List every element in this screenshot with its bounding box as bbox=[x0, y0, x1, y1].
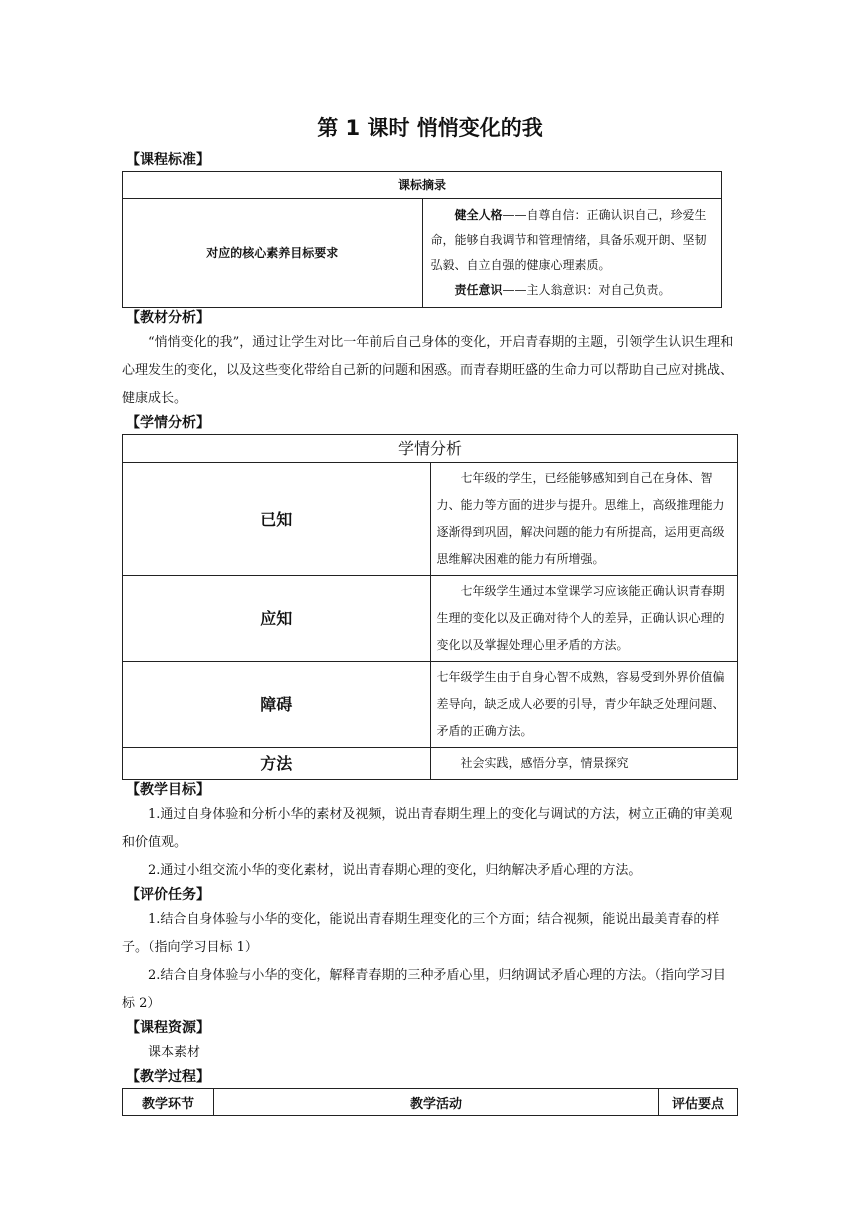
evaluation-item: 2.结合自身体验与小华的变化，解释青春期的三种矛盾心里，归纳调试矛盾心理的方法。（指向学习目标 2） bbox=[122, 968, 726, 1011]
section-heading-course-resources: 【课程资源】 bbox=[126, 1020, 210, 1036]
standard-line-2 bbox=[431, 278, 714, 303]
standard-line-1 bbox=[431, 203, 714, 278]
standard-text: ——自尊自信：正确认识自己，珍爱生命，能够自我调节和管理情绪，具备乐观开朗、坚韧弘毅、自立自强的健康心理素质。 bbox=[430, 208, 707, 272]
table-header: 学情分析 bbox=[123, 435, 738, 463]
row-content: 七年级学生通过本堂课学习应该能正确认识青春期生理的变化以及正确对待个人的差异，正确认识心理的变化以及掌握处理心里矛盾的方法。 bbox=[430, 576, 738, 662]
section-heading-learner-analysis: 【学情分析】 bbox=[126, 415, 210, 431]
teaching-process-table bbox=[122, 1088, 738, 1116]
row-label: 对应的核心素养目标要求 bbox=[123, 199, 423, 308]
learner-analysis-table bbox=[122, 434, 738, 780]
row-content: 七年级的学生，已经能够感知到自己在身体、智力、能力等方面的进步与提升。思维上，高级推理能力逐渐得到巩固，解决问题的能力有所提高，运用更高级思维解决困难的能力有所增强。 bbox=[430, 463, 738, 576]
keyword-bold: 健全人格 bbox=[454, 208, 503, 222]
row-label: 方法 bbox=[123, 748, 431, 780]
row-label: 已知 bbox=[123, 463, 431, 576]
document-page bbox=[122, 110, 738, 1116]
objective-item: 1.通过自身体验和分析小华的素材及视频，说出青春期生理上的变化与调试的方法，树立正确的审美观和价值观。 bbox=[122, 807, 733, 850]
curriculum-standard-table bbox=[122, 171, 722, 308]
column-header: 教学环节 bbox=[123, 1089, 214, 1116]
section-heading-curriculum-standard: 【课程标准】 bbox=[126, 152, 210, 168]
standard-text: ——主人翁意识：对自己负责。 bbox=[502, 283, 671, 297]
section-heading-teaching-process: 【教学过程】 bbox=[126, 1069, 210, 1085]
section-heading-teaching-objectives: 【教学目标】 bbox=[126, 782, 210, 798]
objective-item: 2.通过小组交流小华的变化素材，说出青春期心理的变化，归纳解决矛盾心理的方法。 bbox=[148, 863, 642, 878]
section-heading-textbook-analysis: 【教材分析】 bbox=[126, 310, 210, 326]
standard-content bbox=[422, 199, 722, 308]
resources-text: 课本素材 bbox=[148, 1045, 201, 1060]
table-header: 课标摘录 bbox=[123, 172, 722, 199]
evaluation-item: 1.结合自身体验与小华的变化，能说出青春期生理变化的三个方面；结合视频，能说出最美青春的样子。（指向学习目标 1） bbox=[122, 912, 720, 955]
section-heading-evaluation-tasks: 【评价任务】 bbox=[126, 887, 210, 903]
column-header: 评估要点 bbox=[659, 1089, 738, 1116]
row-label: 障碍 bbox=[123, 662, 431, 748]
keyword-bold: 责任意识 bbox=[454, 283, 503, 297]
page-title: 第 1 课时 悄悄变化的我 bbox=[317, 116, 543, 140]
row-label: 应知 bbox=[123, 576, 431, 662]
textbook-analysis-paragraph: “悄悄变化的我”，通过让学生对比一年前后自己身体的变化，开启青春期的主题，引领学生认识生理和心理发生的变化，以及这些变化带给自己新的问题和困惑。而青春期旺盛的生命力可以帮助自己应对挑战、健康成长。 bbox=[122, 335, 734, 406]
row-content: 社会实践，感悟分享，情景探究 bbox=[430, 748, 738, 780]
row-content: 七年级学生由于自身心智不成熟，容易受到外界价值偏差导向，缺乏成人必要的引导，青少年缺乏处理问题、矛盾的正确方法。 bbox=[430, 662, 738, 748]
column-header: 教学活动 bbox=[214, 1089, 659, 1116]
